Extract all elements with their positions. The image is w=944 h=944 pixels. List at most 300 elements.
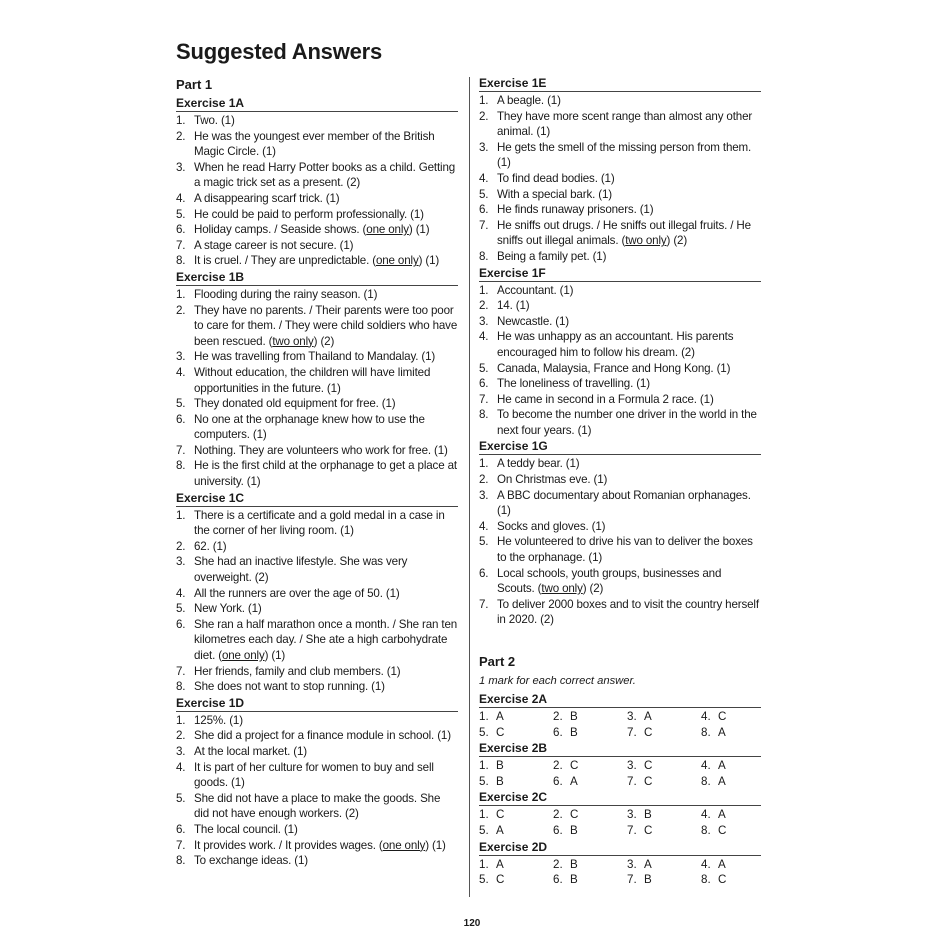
answer-number: 4. xyxy=(479,171,489,185)
answer-number: 8. xyxy=(701,774,711,788)
answer-letter: C xyxy=(644,725,653,739)
answer-text: ) (1) xyxy=(418,254,440,268)
answer-text: ) (1) xyxy=(408,223,430,237)
answer-cell xyxy=(479,774,553,790)
answer-list xyxy=(176,713,458,869)
answer-text: She did not have a place to make the goods. She did not have enough workers. (2) xyxy=(194,791,441,821)
answer-qualifier: two only xyxy=(272,334,314,348)
answer-number: 5. xyxy=(176,602,186,616)
answer-number: 8. xyxy=(176,680,186,694)
answer-item xyxy=(479,392,761,408)
exercise-2c xyxy=(479,790,761,838)
answer-item xyxy=(479,202,761,218)
answer-qualifier: one only xyxy=(221,649,265,662)
answer-text: With a special bark. (1) xyxy=(497,187,612,201)
answer-number: 2. xyxy=(553,808,563,822)
answer-text: ) (1) xyxy=(264,649,286,662)
column-divider xyxy=(469,77,470,897)
answer-item xyxy=(479,93,761,109)
answer-text: He came in second in a Formula 2 race. (1) xyxy=(497,392,714,406)
answer-text: He was the youngest ever member of the British Magic Circle. (1) xyxy=(194,129,435,159)
answer-cell xyxy=(627,725,701,741)
answer-item xyxy=(479,249,761,265)
answer-grid xyxy=(479,857,761,888)
answer-number: 1. xyxy=(479,857,489,871)
answer-text: Being a family pet. (1) xyxy=(497,249,607,263)
answer-letter: C xyxy=(644,823,653,837)
answer-number: 3. xyxy=(479,314,489,328)
answer-number: 2. xyxy=(479,473,489,487)
answer-number: 2. xyxy=(553,710,563,723)
answer-number: 4. xyxy=(176,586,186,600)
answer-number: 5. xyxy=(479,873,489,887)
answer-number: 8. xyxy=(479,249,489,263)
answer-letter: B xyxy=(644,808,652,822)
answer-number: 8. xyxy=(176,254,186,268)
part-1-heading: Part 1 xyxy=(176,77,213,92)
answer-cell xyxy=(627,807,701,823)
answer-cell xyxy=(701,725,761,741)
answer-number: 3. xyxy=(627,808,637,822)
answer-item xyxy=(479,407,761,438)
answer-item xyxy=(176,238,458,254)
answer-letter: B xyxy=(496,759,504,773)
answer-text: She did a project for a finance module in school. (1) xyxy=(194,729,451,743)
answer-item xyxy=(176,508,458,539)
answer-letter: C xyxy=(644,774,653,788)
exercise-1f xyxy=(479,266,761,439)
answer-letter: C xyxy=(718,710,727,723)
answer-text: A teddy bear. (1) xyxy=(497,457,580,471)
answer-cell xyxy=(479,823,553,839)
answer-text: They have more scent range than almost any other animal. (1) xyxy=(497,109,753,139)
answer-letter: B xyxy=(570,873,578,887)
answer-list xyxy=(479,456,761,628)
exercise-2b xyxy=(479,741,761,789)
answer-text: ) (2) xyxy=(313,334,335,348)
answer-cell xyxy=(701,857,761,873)
answer-item xyxy=(176,617,458,664)
exercise-1a xyxy=(176,96,458,269)
answer-text: He volunteered to drive his van to deliver the boxes to the orphanage. (1) xyxy=(497,535,753,565)
answer-letter: C xyxy=(496,725,505,739)
answer-number: 8. xyxy=(701,725,711,739)
answer-text: 14. (1) xyxy=(497,299,530,313)
answer-text: He gets the smell of the missing person from them. (1) xyxy=(497,140,752,170)
answer-letter: C xyxy=(496,808,505,822)
answer-list xyxy=(176,508,458,695)
answer-number: 1. xyxy=(479,283,489,297)
answer-cell xyxy=(553,774,627,790)
answer-number: 6. xyxy=(553,823,563,837)
answer-number: 8. xyxy=(176,854,186,868)
answer-cell xyxy=(479,807,553,823)
answer-item xyxy=(176,287,458,303)
answer-item xyxy=(176,365,458,396)
answer-cell xyxy=(701,872,761,888)
exercise-1e xyxy=(479,76,761,265)
answer-cell xyxy=(627,774,701,790)
answer-item xyxy=(176,129,458,160)
answer-item xyxy=(479,140,761,171)
answer-number: 7. xyxy=(627,823,637,837)
answer-item xyxy=(479,472,761,488)
answer-number: 7. xyxy=(176,664,186,678)
exercise-heading: Exercise 2D xyxy=(479,840,761,856)
part-2-heading: Part 2 xyxy=(479,654,516,669)
answer-item xyxy=(479,597,761,628)
answer-number: 1. xyxy=(479,457,489,471)
answer-item xyxy=(479,566,761,597)
exercise-heading: Exercise 1C xyxy=(176,491,458,507)
answer-letter: B xyxy=(644,873,652,887)
answer-number: 6. xyxy=(176,412,186,426)
answer-qualifier: two only xyxy=(625,234,667,248)
part-2-note: 1 mark for each correct answer. xyxy=(479,675,636,687)
answer-list xyxy=(176,287,458,490)
answer-text: Accountant. (1) xyxy=(497,283,574,297)
answer-text: The local council. (1) xyxy=(194,822,298,836)
answer-number: 1. xyxy=(176,508,186,522)
answer-text: It is cruel. / They are unpredictable. ( xyxy=(194,254,376,268)
answer-number: 2. xyxy=(176,303,186,317)
answer-letter: B xyxy=(570,823,578,837)
answer-letter: C xyxy=(570,808,579,822)
answer-text: They have no parents. / Their parents were too poor to care for them. / They were child soldiers who have been rescued. ( xyxy=(194,303,458,348)
answer-number: 6. xyxy=(553,725,563,739)
answer-item xyxy=(176,664,458,680)
answer-item xyxy=(176,601,458,617)
answer-item xyxy=(176,412,458,443)
answer-letter: C xyxy=(570,759,579,773)
answer-text: Flooding during the rainy season. (1) xyxy=(194,287,378,301)
answer-text: To become the number one driver in the world in the next four years. (1) xyxy=(497,408,757,437)
answer-qualifier: one only xyxy=(375,254,419,268)
answer-cell xyxy=(627,872,701,888)
answer-text: ) (2) xyxy=(582,582,604,596)
answer-cell xyxy=(553,807,627,823)
answer-cell xyxy=(627,758,701,774)
answer-letter: C xyxy=(644,759,653,773)
answer-letter: A xyxy=(644,857,652,871)
answer-number: 7. xyxy=(479,597,489,611)
answer-item xyxy=(479,519,761,535)
exercise-heading: Exercise 1E xyxy=(479,76,761,92)
answer-item xyxy=(176,791,458,822)
answer-number: 8. xyxy=(701,873,711,887)
answer-text: They donated old equipment for free. (1) xyxy=(194,397,396,411)
answer-text: At the local market. (1) xyxy=(194,744,308,758)
answer-grid xyxy=(479,758,761,789)
answer-cell xyxy=(553,872,627,888)
answer-number: 7. xyxy=(479,392,489,406)
exercise-2d xyxy=(479,840,761,888)
answer-letter: A xyxy=(496,823,504,837)
answer-item xyxy=(176,349,458,365)
exercise-1b xyxy=(176,270,458,490)
part-2-section xyxy=(479,653,761,888)
answer-number: 6. xyxy=(479,377,489,391)
answer-number: 7. xyxy=(176,238,186,252)
answer-number: 2. xyxy=(553,857,563,871)
exercise-heading: Exercise 2A xyxy=(479,692,761,708)
answer-grid xyxy=(479,807,761,838)
answer-text: All the runners are over the age of 50. (1) xyxy=(194,586,400,600)
answer-text: He was travelling from Thailand to Mandalay. (1) xyxy=(194,350,436,364)
answer-cell xyxy=(479,857,553,873)
answer-qualifier: one only xyxy=(366,223,409,237)
answer-item xyxy=(176,458,458,489)
answer-item xyxy=(176,113,458,129)
answer-text: Holiday camps. / Seaside shows. ( xyxy=(194,223,367,237)
answer-item xyxy=(176,443,458,459)
answer-number: 6. xyxy=(553,774,563,788)
answer-item xyxy=(176,679,458,695)
answer-number: 5. xyxy=(479,361,489,375)
answer-item xyxy=(176,253,458,269)
answer-number: 1. xyxy=(479,759,489,773)
answer-grid xyxy=(479,709,761,740)
answer-cell xyxy=(479,758,553,774)
page-title: Suggested Answers xyxy=(176,38,383,64)
answer-cell xyxy=(553,758,627,774)
answer-letter: A xyxy=(718,759,726,773)
answer-text: Nothing. They are volunteers who work for free. (1) xyxy=(194,443,448,457)
answer-letter: A xyxy=(496,857,504,871)
answer-item xyxy=(479,376,761,392)
answer-text: 62. (1) xyxy=(194,539,227,553)
answer-item xyxy=(479,283,761,299)
answer-number: 7. xyxy=(627,774,637,788)
answer-number: 6. xyxy=(479,566,489,580)
answer-number: 5. xyxy=(176,397,186,411)
answer-letter: C xyxy=(718,873,727,887)
answer-number: 5. xyxy=(176,207,186,221)
answer-number: 6. xyxy=(176,617,186,631)
answer-list xyxy=(479,283,761,439)
answer-cell xyxy=(627,709,701,725)
answer-item xyxy=(479,314,761,330)
answer-letter: B xyxy=(570,857,578,871)
exercise-heading: Exercise 2B xyxy=(479,741,761,757)
answer-text: ) (1) xyxy=(425,838,446,852)
answer-text: She ran a half marathon once a month. / She ran ten kilometres each day. / She ate a high carbohydrate diet. ( xyxy=(194,617,458,662)
answer-text: He finds runaway prisoners. (1) xyxy=(497,203,654,217)
answer-number: 3. xyxy=(627,857,637,871)
answer-number: 1. xyxy=(479,94,489,107)
answer-number: 1. xyxy=(479,808,489,822)
answer-item xyxy=(479,218,761,249)
answer-number: 2. xyxy=(479,299,489,313)
exercise-2a xyxy=(479,692,761,740)
answer-item xyxy=(479,534,761,565)
answer-text: He could be paid to perform professionally. (1) xyxy=(194,207,424,221)
left-column xyxy=(176,76,458,870)
answer-item xyxy=(479,329,761,360)
answer-number: 1. xyxy=(479,710,489,723)
answer-cell xyxy=(553,857,627,873)
answer-item xyxy=(479,298,761,314)
answer-item xyxy=(176,554,458,585)
answer-number: 3. xyxy=(627,710,637,723)
exercise-1d xyxy=(176,696,458,869)
answer-number: 5. xyxy=(176,791,186,805)
answer-number: 4. xyxy=(176,760,186,774)
answer-text: It is part of her culture for women to buy and sell goods. (1) xyxy=(194,760,434,790)
answer-text: There is a certificate and a gold medal in a case in the corner of her living room. (1) xyxy=(194,508,445,538)
exercise-1c xyxy=(176,491,458,695)
answer-text: He was unhappy as an accountant. His parents encouraged him to follow his dream. (2) xyxy=(497,330,734,359)
answer-number: 1. xyxy=(176,287,186,301)
answer-cell xyxy=(553,709,627,725)
answer-item xyxy=(176,853,458,869)
answer-item xyxy=(176,396,458,412)
answer-number: 3. xyxy=(176,744,186,758)
answer-number: 8. xyxy=(176,459,186,473)
answer-letter: C xyxy=(718,823,727,837)
answer-number: 7. xyxy=(176,838,186,852)
answer-number: 4. xyxy=(479,519,489,533)
answer-letter: B xyxy=(570,710,578,723)
answer-cell xyxy=(479,872,553,888)
answer-text: No one at the orphanage knew how to use the computers. (1) xyxy=(194,412,425,442)
answer-number: 5. xyxy=(479,725,489,739)
answer-number: 6. xyxy=(176,822,186,836)
answer-number: 6. xyxy=(553,873,563,887)
exercise-heading: Exercise 1A xyxy=(176,96,458,112)
answer-cell xyxy=(479,725,553,741)
answer-cell xyxy=(553,823,627,839)
answer-qualifier: two only xyxy=(541,582,583,596)
answer-item xyxy=(176,838,458,854)
exercise-heading: Exercise 1G xyxy=(479,439,761,455)
answer-text: A beagle. (1) xyxy=(497,94,561,107)
answer-number: 7. xyxy=(627,873,637,887)
answer-text: On Christmas eve. (1) xyxy=(497,473,608,487)
answer-cell xyxy=(701,774,761,790)
answer-number: 4. xyxy=(701,759,711,773)
answer-number: 3. xyxy=(176,350,186,364)
answer-item xyxy=(176,160,458,191)
answer-number: 3. xyxy=(176,555,186,569)
answer-text: To exchange ideas. (1) xyxy=(194,854,308,868)
answer-item xyxy=(176,822,458,838)
answer-number: 1. xyxy=(176,114,186,127)
answer-text: Newcastle. (1) xyxy=(497,314,569,328)
answer-number: 2. xyxy=(176,129,186,143)
answer-text: It provides work. / It provides wages. ( xyxy=(194,838,383,852)
answer-item xyxy=(176,760,458,791)
answer-text: 125%. (1) xyxy=(194,713,243,727)
answer-text: Her friends, family and club members. (1) xyxy=(194,664,401,678)
answer-list xyxy=(176,113,458,269)
answer-text: Canada, Malaysia, France and Hong Kong. (1) xyxy=(497,361,731,375)
answer-text: To find dead bodies. (1) xyxy=(497,171,615,185)
exercise-heading: Exercise 1D xyxy=(176,696,458,712)
answer-text: She had an inactive lifestyle. She was very overweight. (2) xyxy=(194,555,408,585)
answer-number: 3. xyxy=(627,759,637,773)
answer-number: 1. xyxy=(176,713,186,727)
answer-list xyxy=(479,93,761,265)
answer-letter: A xyxy=(718,774,726,788)
answer-number: 4. xyxy=(701,710,711,723)
answer-number: 3. xyxy=(479,488,489,502)
answer-item xyxy=(176,222,458,238)
answer-number: 8. xyxy=(479,408,489,422)
answer-number: 5. xyxy=(479,823,489,837)
answer-item xyxy=(176,207,458,223)
answer-cell xyxy=(701,758,761,774)
answer-number: 5. xyxy=(479,187,489,201)
answer-item xyxy=(479,456,761,472)
answer-number: 3. xyxy=(479,140,489,154)
answer-cell xyxy=(701,709,761,725)
answer-number: 4. xyxy=(479,330,489,344)
answer-text: Two. (1) xyxy=(194,114,235,127)
answer-text: Without education, the children will have limited opportunities in the future. (1) xyxy=(194,365,431,395)
right-column xyxy=(479,76,761,889)
answer-number: 4. xyxy=(176,191,186,205)
exercise-1g xyxy=(479,439,761,628)
exercise-heading: Exercise 2C xyxy=(479,790,761,806)
answer-text: A disappearing scarf trick. (1) xyxy=(194,191,340,205)
answer-number: 2. xyxy=(176,539,186,553)
answer-text: A BBC documentary about Romanian orphanages. (1) xyxy=(497,488,751,518)
answer-letter: A xyxy=(644,710,652,723)
answer-letter: C xyxy=(496,873,505,887)
answer-text: Local schools, youth groups, businesses and Scouts. ( xyxy=(497,566,722,596)
answer-letter: A xyxy=(718,725,726,739)
answer-letter: A xyxy=(718,857,726,871)
answer-item xyxy=(479,109,761,140)
answer-item xyxy=(176,586,458,602)
answer-text: Socks and gloves. (1) xyxy=(497,519,606,533)
answer-number: 7. xyxy=(627,725,637,739)
answer-number: 7. xyxy=(176,443,186,457)
answer-cell xyxy=(627,857,701,873)
answer-number: 3. xyxy=(176,160,186,174)
answer-number: 4. xyxy=(176,365,186,379)
answer-text: The loneliness of travelling. (1) xyxy=(497,377,650,391)
answer-number: 2. xyxy=(176,729,186,743)
answer-item xyxy=(176,303,458,350)
answer-text: She does not want to stop running. (1) xyxy=(194,680,385,694)
answer-cell xyxy=(701,807,761,823)
answer-item xyxy=(479,171,761,187)
answer-text: To deliver 2000 boxes and to visit the country herself in 2020. (2) xyxy=(497,597,759,627)
answer-item xyxy=(176,728,458,744)
answer-number: 4. xyxy=(701,857,711,871)
answer-number: 8. xyxy=(701,823,711,837)
answer-text: New York. (1) xyxy=(194,602,262,616)
answer-number: 7. xyxy=(479,218,489,232)
answer-number: 6. xyxy=(479,203,489,217)
answer-number: 5. xyxy=(479,535,489,549)
answer-text: He is the first child at the orphanage to get a place at university. (1) xyxy=(194,459,457,489)
answer-cell xyxy=(553,725,627,741)
answer-item xyxy=(176,191,458,207)
answer-letter: B xyxy=(570,725,578,739)
answer-item xyxy=(176,539,458,555)
answer-text: He sniffs out drugs. / He sniffs out illegal fruits. / He sniffs out illegal animals. ( xyxy=(497,218,751,248)
answer-number: 2. xyxy=(479,109,489,123)
exercise-heading: Exercise 1B xyxy=(176,270,458,286)
answer-item xyxy=(176,713,458,729)
answer-cell xyxy=(479,709,553,725)
answer-qualifier: one only xyxy=(382,838,426,852)
answer-text: ) (2) xyxy=(666,234,688,248)
answer-item xyxy=(479,187,761,203)
